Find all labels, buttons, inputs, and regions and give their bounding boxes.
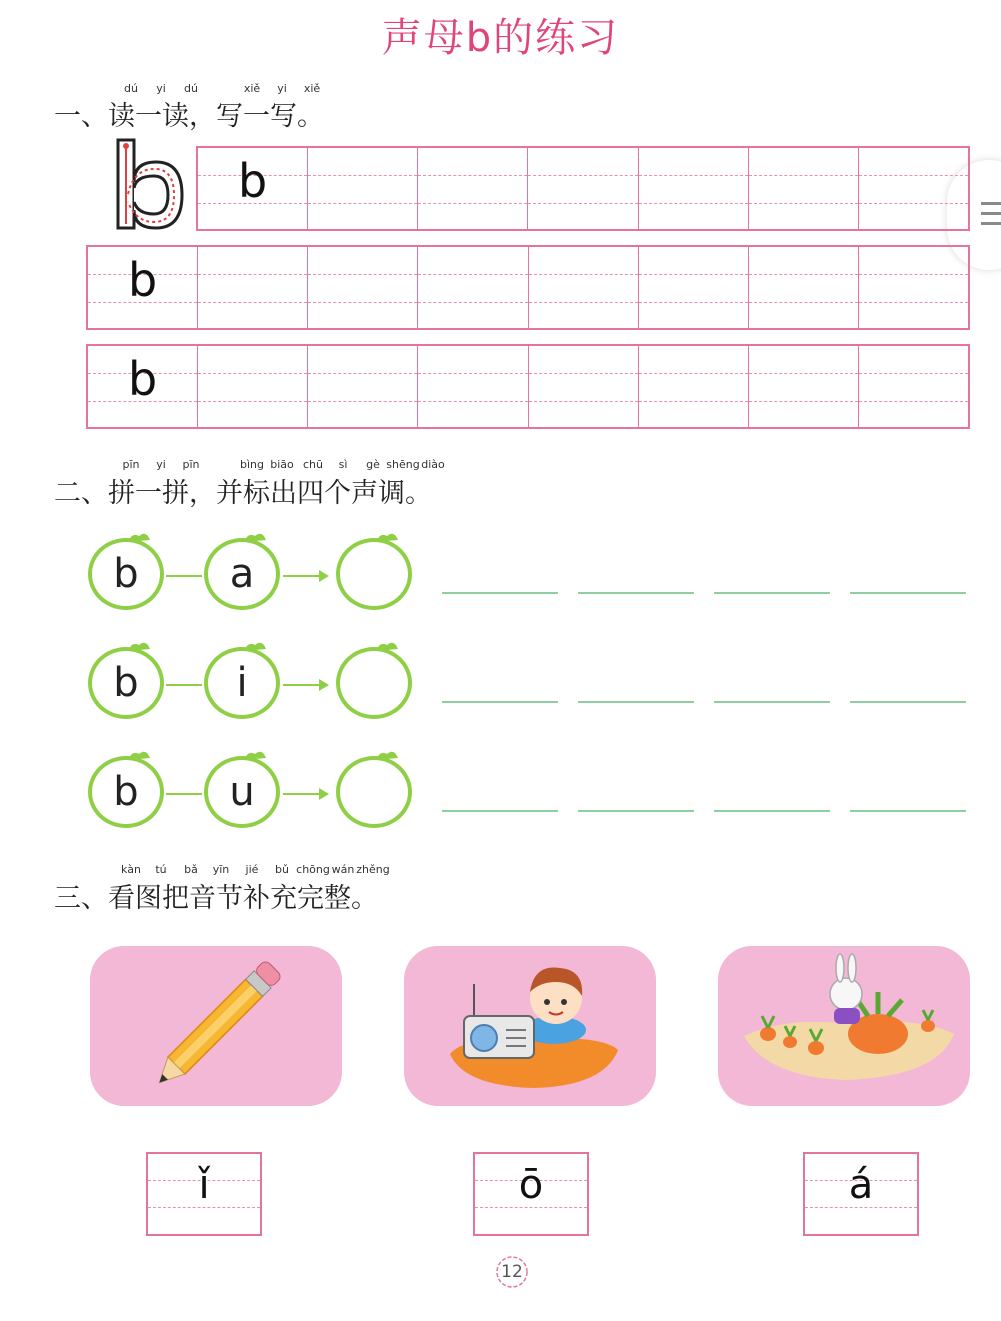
writing-cell[interactable] — [748, 346, 858, 427]
writing-cell[interactable] — [528, 346, 638, 427]
tone-answer-line[interactable] — [714, 592, 830, 594]
pinyin: diào — [421, 458, 445, 471]
given-final: ō — [518, 1162, 544, 1208]
pinyin: zhěng — [356, 863, 390, 876]
tone-answer-line[interactable] — [850, 592, 966, 594]
writing-cell[interactable] — [198, 148, 307, 229]
writing-cell[interactable] — [307, 148, 417, 229]
tone-answer-line[interactable] — [850, 701, 966, 703]
pinyin: kàn — [121, 863, 141, 876]
section1-heading: 一、读一读，写一写。 — [54, 101, 324, 132]
leaf-icon — [242, 639, 268, 653]
pinyin: biāo — [270, 458, 294, 471]
writing-cell[interactable] — [858, 346, 968, 427]
leaf-icon — [374, 748, 400, 762]
writing-cell[interactable] — [748, 247, 858, 328]
tone-answer-line[interactable] — [442, 701, 558, 703]
section2-pinyin — [0, 458, 1001, 472]
menu-icon-bar — [981, 222, 1001, 225]
writing-grid-row-1 — [196, 146, 970, 231]
writing-cell[interactable] — [197, 247, 307, 328]
leaf-icon — [126, 530, 152, 544]
pinyin: pīn — [182, 458, 200, 471]
pinyin: bìng — [240, 458, 264, 471]
stroke-order-b-icon — [112, 136, 186, 234]
final-bubble: u — [204, 756, 280, 828]
tone-answer-line[interactable] — [578, 810, 694, 812]
tone-answer-line[interactable] — [442, 592, 558, 594]
syllable-box-3[interactable] — [803, 1152, 919, 1236]
writing-grid-row-2 — [86, 245, 970, 330]
rabbit-carrots-icon — [718, 946, 970, 1106]
section3-heading: 三、看图把音节补充完整。 — [54, 883, 378, 914]
tone-answer-line[interactable] — [714, 701, 830, 703]
writing-cell[interactable] — [638, 247, 748, 328]
writing-cell[interactable] — [417, 148, 527, 229]
writing-cell[interactable] — [88, 346, 197, 427]
connector-line — [166, 684, 202, 686]
syllable-box-2[interactable] — [473, 1152, 589, 1236]
pinyin: xiě — [303, 82, 321, 95]
pinyin: chū — [303, 458, 323, 471]
menu-icon-bar — [981, 212, 1001, 215]
pinyin: yīn — [212, 863, 230, 876]
section3-pinyin — [0, 863, 1001, 877]
page-number-text: 12 — [501, 1262, 523, 1282]
writing-cell[interactable] — [638, 148, 748, 229]
leaf-icon — [374, 639, 400, 653]
leaf-icon — [126, 748, 152, 762]
writing-grid-row-3 — [86, 344, 970, 429]
menu-icon — [981, 202, 1001, 205]
writing-cell[interactable] — [528, 247, 638, 328]
pinyin: yi — [156, 82, 166, 95]
leaf-icon — [374, 530, 400, 544]
tone-answer-line[interactable] — [578, 701, 694, 703]
arrow-right-icon — [283, 569, 329, 583]
tracing-letter-b — [112, 136, 186, 234]
page-number — [494, 1254, 530, 1290]
pinyin: dú — [184, 82, 198, 95]
pinyin: jié — [245, 863, 259, 876]
leaf-icon — [126, 639, 152, 653]
picture-rabbit-carrots — [718, 946, 970, 1106]
pinyin: wán — [331, 863, 355, 876]
given-final: á — [848, 1162, 874, 1208]
writing-cell[interactable] — [527, 148, 637, 229]
example-letter: b — [127, 352, 158, 406]
pinyin: sì — [338, 458, 348, 471]
initial-bubble: b — [88, 647, 164, 719]
pinyin: chōng — [296, 863, 330, 876]
writing-cell[interactable] — [307, 346, 417, 427]
answer-bubble[interactable] — [336, 538, 412, 610]
connector-line — [166, 793, 202, 795]
initial-bubble: b — [88, 756, 164, 828]
writing-cell[interactable] — [858, 148, 968, 229]
writing-cell[interactable] — [417, 346, 527, 427]
pinyin: tú — [155, 863, 167, 876]
connector-line — [166, 575, 202, 577]
writing-cell[interactable] — [417, 247, 527, 328]
given-final: ǐ — [198, 1162, 210, 1208]
example-letter: b — [127, 253, 158, 307]
leaf-icon — [242, 748, 268, 762]
pinyin: pīn — [122, 458, 140, 471]
radio-boy-icon — [404, 946, 656, 1106]
pinyin: bǔ — [275, 863, 289, 876]
initial-bubble: b — [88, 538, 164, 610]
writing-cell[interactable] — [638, 346, 748, 427]
writing-cell[interactable] — [197, 346, 307, 427]
tone-answer-line[interactable] — [578, 592, 694, 594]
leaf-icon — [242, 530, 268, 544]
example-letter: b — [237, 154, 268, 208]
pinyin: yi — [156, 458, 166, 471]
writing-cell[interactable] — [307, 247, 417, 328]
answer-bubble[interactable] — [336, 647, 412, 719]
pinyin: gè — [366, 458, 380, 471]
syllable-box-1[interactable] — [146, 1152, 262, 1236]
final-bubble: i — [204, 647, 280, 719]
writing-cell[interactable] — [858, 247, 968, 328]
pinyin: shēng — [386, 458, 420, 471]
page-title: 声母b的练习 — [381, 15, 620, 61]
arrow-right-icon — [283, 787, 329, 801]
pinyin: dú — [124, 82, 138, 95]
arrow-right-icon — [283, 678, 329, 692]
section2-heading: 二、拼一拼，并标出四个声调。 — [54, 478, 432, 509]
writing-cell[interactable] — [748, 148, 858, 229]
pinyin: yi — [277, 82, 287, 95]
picture-pencil — [90, 946, 342, 1106]
writing-cell[interactable] — [88, 247, 197, 328]
tone-answer-line[interactable] — [714, 810, 830, 812]
final-bubble: a — [204, 538, 280, 610]
picture-radio-boy — [404, 946, 656, 1106]
pinyin: xiě — [243, 82, 261, 95]
tone-answer-line[interactable] — [442, 810, 558, 812]
answer-bubble[interactable] — [336, 756, 412, 828]
pencil-icon — [90, 946, 342, 1106]
tone-answer-line[interactable] — [850, 810, 966, 812]
pinyin: bǎ — [184, 863, 198, 876]
